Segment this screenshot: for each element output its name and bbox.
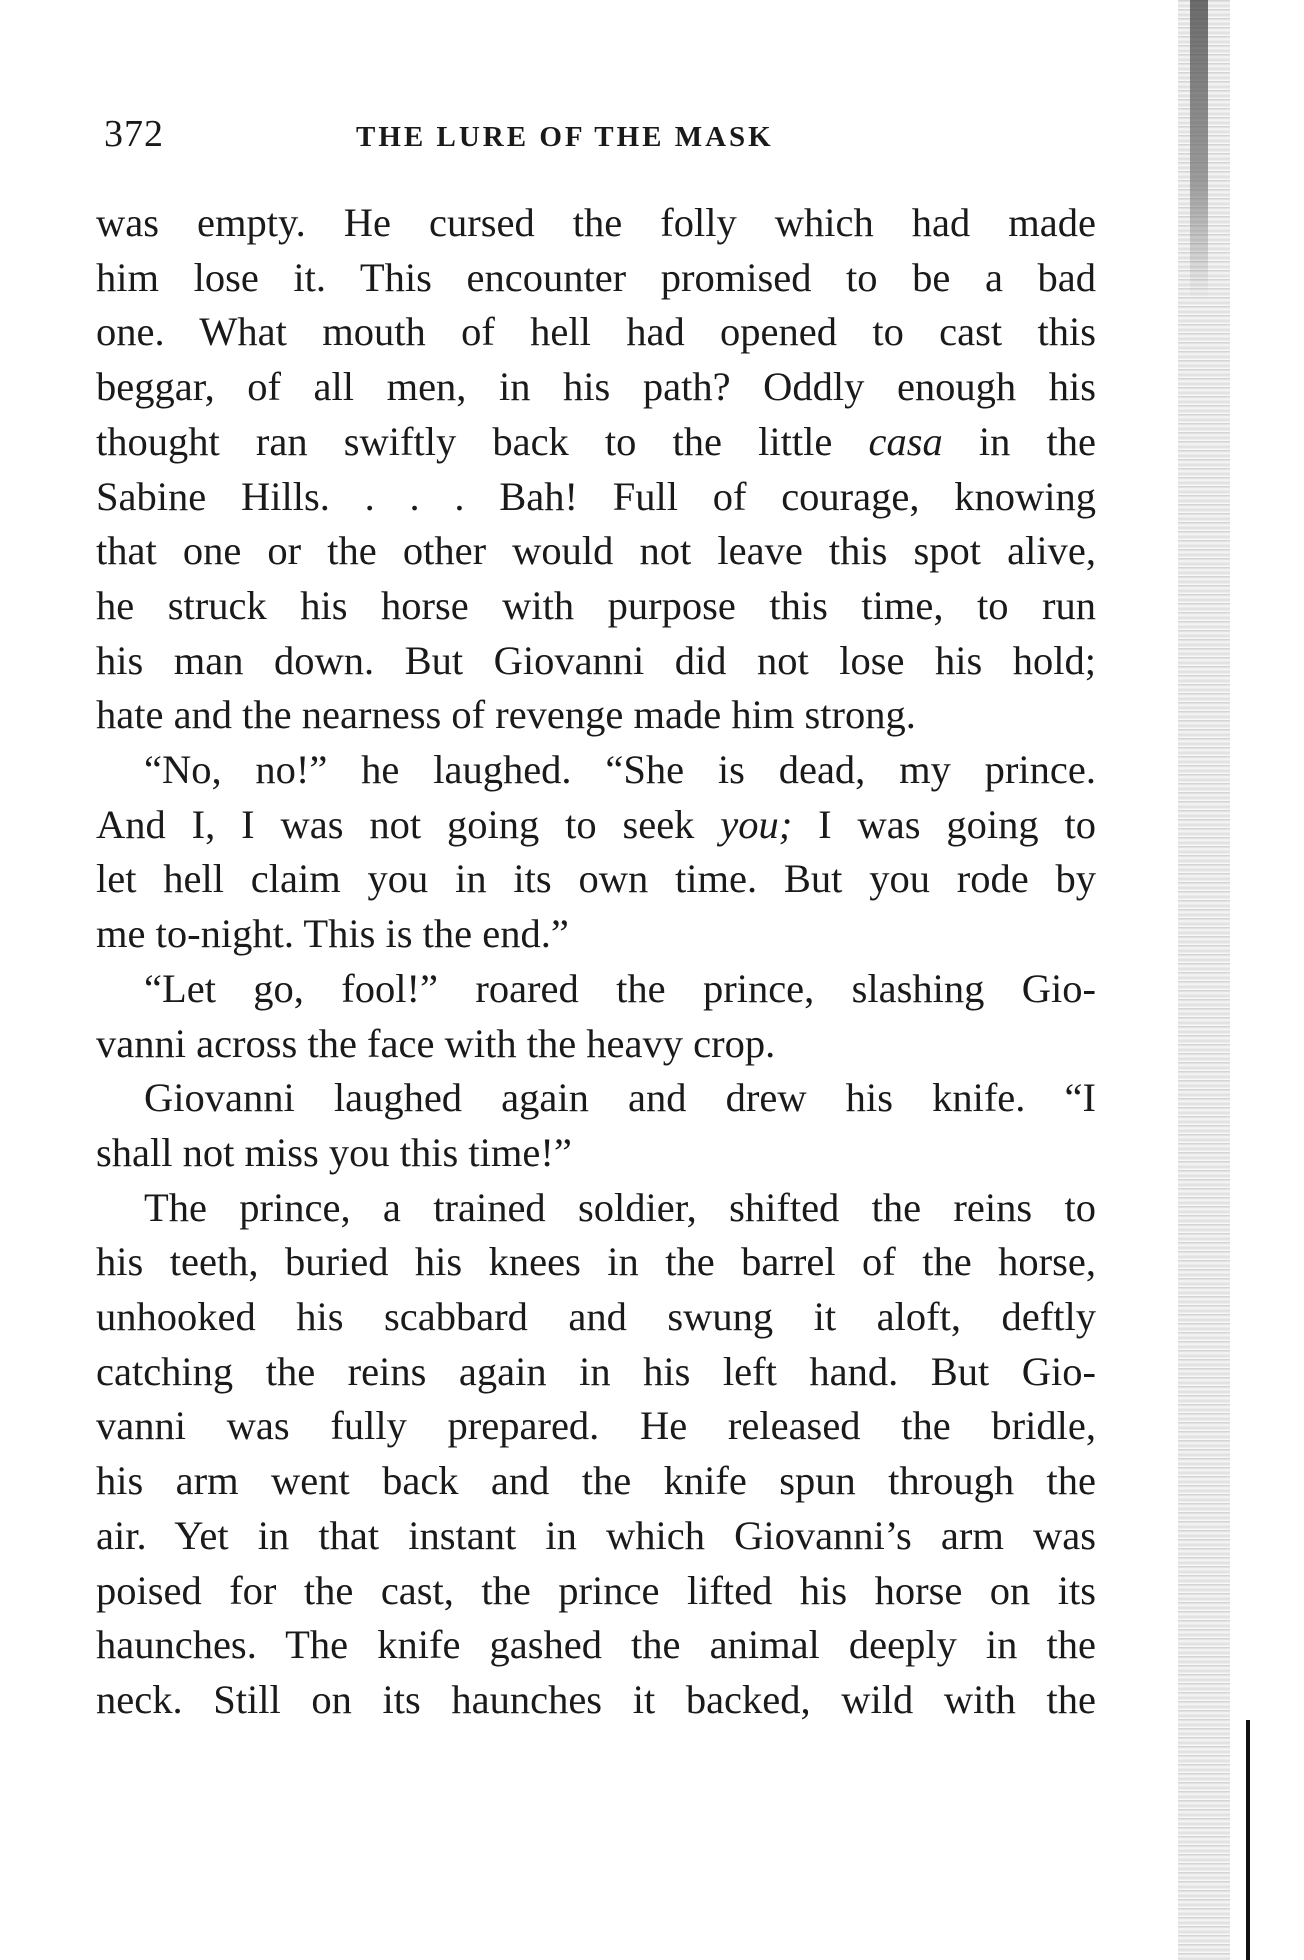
text-line: unhooked his scabbard and swung it aloft, deftly [96,1294,1096,1340]
text-line: thought ran swiftly back to the little casa in the [96,418,1096,464]
text-line: his man down. But Giovanni did not lose his hold; [96,637,1096,683]
page-number: 372 [104,113,164,155]
text-line: that one or the other would not leave this spot alive, [96,528,1096,574]
text-line: “No, no!” he laughed. “She is dead, my prince. [144,747,1096,793]
text-line: Giovanni laughed again and drew his knife. “I [144,1075,1096,1121]
running-head: THE LURE OF THE MASK [356,121,774,153]
text-line: poised for the cast, the prince lifted his horse on its [96,1567,1096,1613]
italic-word: you; [694,801,793,847]
text-line: vanni across the face with the heavy crop. [96,1020,776,1066]
text-line: was empty. He cursed the folly which had made [96,200,1096,245]
text-line: beggar, of all men, in his path? Oddly enough his [96,364,1096,410]
text-line: neck. Still on its haunches it backed, wild with the [96,1676,1096,1722]
text-line: he struck his horse with purpose this time, to run [96,582,1096,628]
text-line: “Let go, fool!” roared the prince, slashing Gio- [144,965,1096,1011]
page-edge-line [1246,1720,1250,1960]
text-line: one. What mouth of hell had opened to cast this [96,309,1096,355]
page-header [104,112,864,162]
binding-gutter-dark [1190,0,1208,300]
text-line: hate and the nearness of revenge made him strong. [96,692,916,738]
text-line: The prince, a trained soldier, shifted the reins to [144,1184,1096,1230]
text-line: shall not miss you this time!” [96,1129,572,1175]
text-line: air. Yet in that instant in which Giovanni’s arm was [96,1512,1096,1558]
text-line: haunches. The knife gashed the animal deeply in the [96,1622,1096,1668]
body-text [96,196,1096,1728]
text-line: catching the reins again in his left hand. But Gio- [96,1348,1096,1394]
text-line: him lose it. This encounter promised to be a bad [96,254,1096,300]
text-line: Sabine Hills. . . . Bah! Full of courage, knowing [96,473,1096,519]
text-line: vanni was fully prepared. He released the bridle, [96,1403,1096,1449]
text-line: his arm went back and the knife spun through the [96,1458,1096,1504]
text-line: me to-night. This is the end.” [96,911,569,957]
text-line: And I, I was not going to seek you; I was going to [96,801,1096,847]
text-line: let hell claim you in its own time. But you rode by [96,856,1096,902]
italic-word: casa [868,418,943,464]
text-line: his teeth, buried his knees in the barrel of the horse, [96,1239,1096,1285]
